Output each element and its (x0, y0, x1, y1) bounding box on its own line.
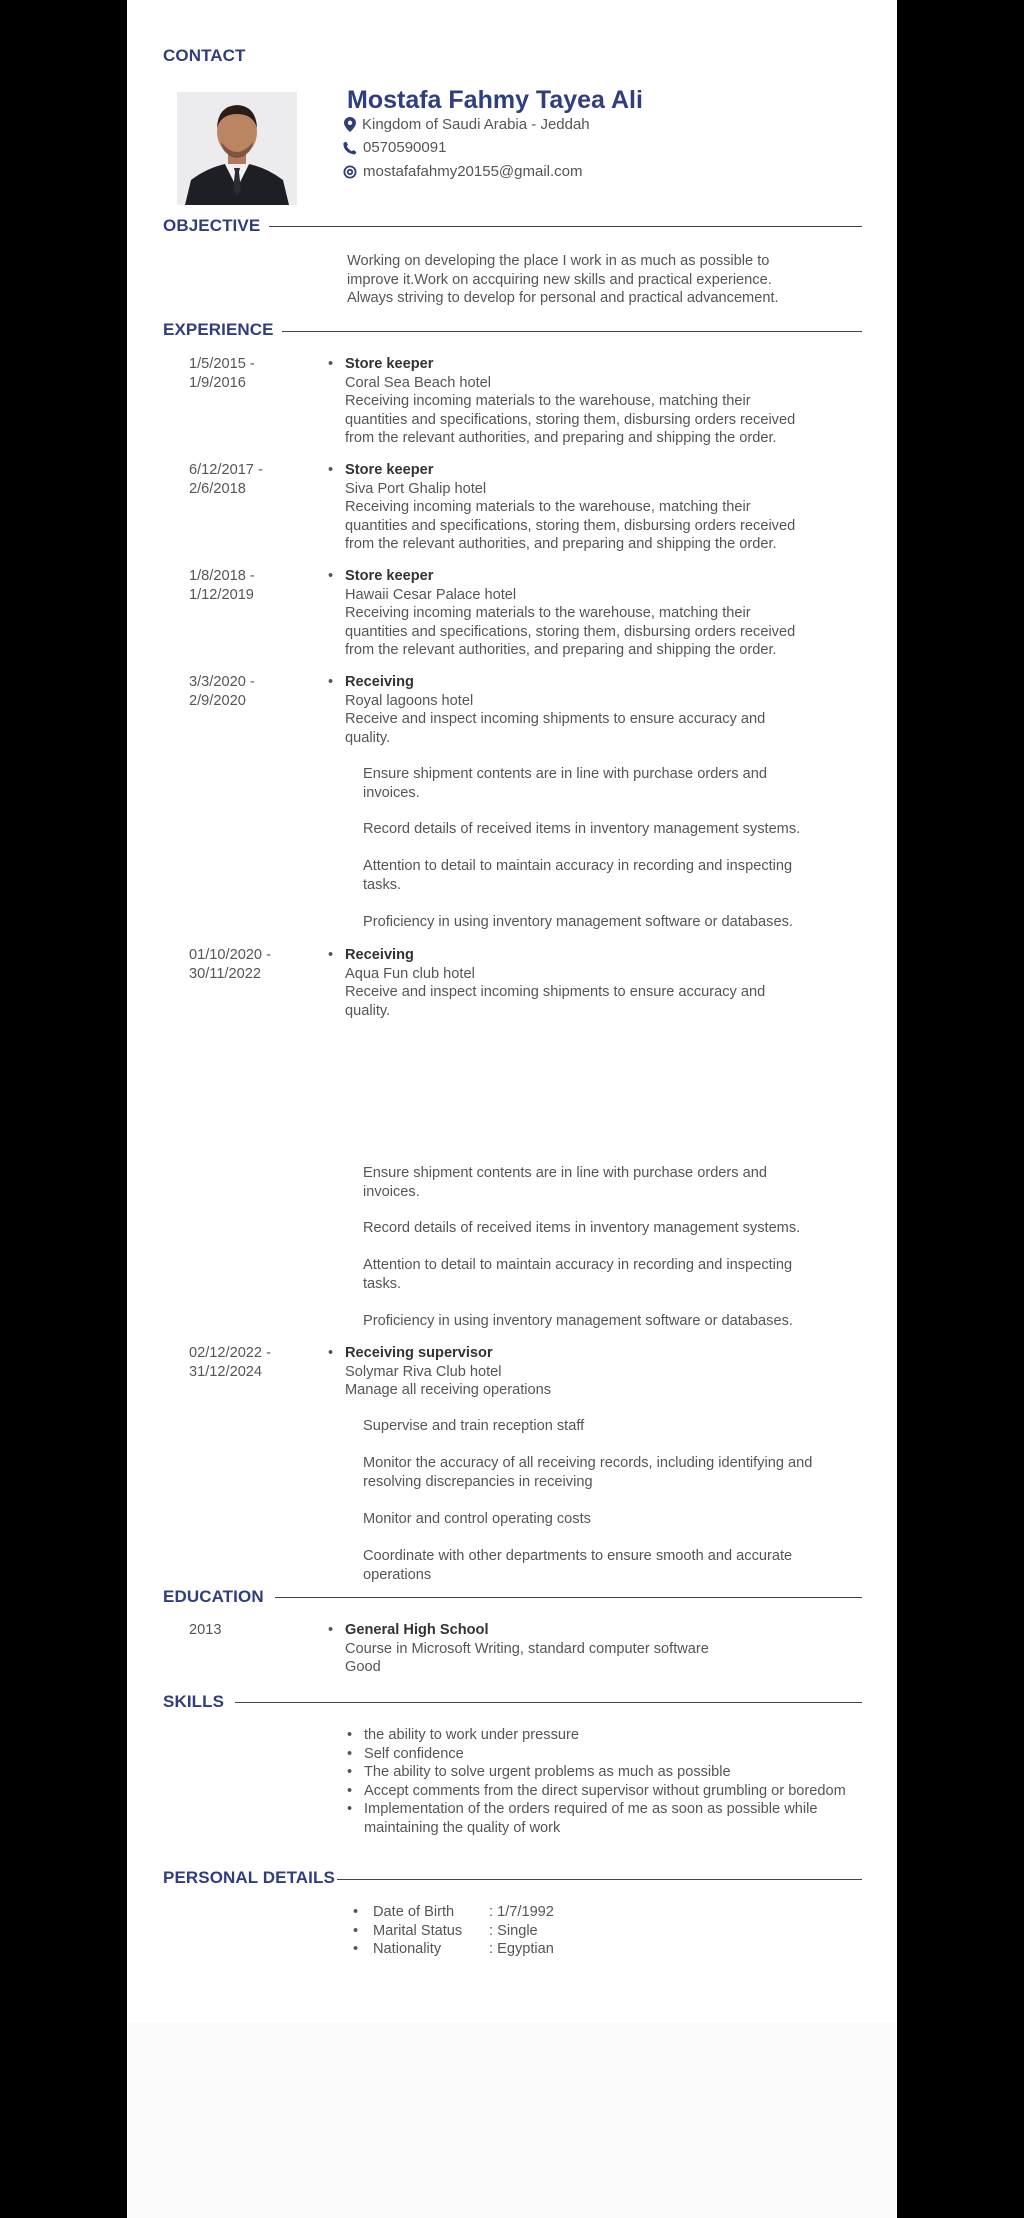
job-desc-line: quantities and specifications, storing them, disbursing orders received (345, 411, 796, 428)
job-company: Coral Sea Beach hotel (345, 374, 492, 391)
skill-item: • Accept comments from the direct supervisor without grumbling or boredom (347, 1782, 892, 1801)
phone-text[interactable]: 0570590091 (363, 139, 447, 156)
duty-line: Attention to detail to maintain accuracy in recording and inspecting (363, 1257, 793, 1273)
objective-rule (269, 226, 862, 227)
job-desc-line: Receiving incoming materials to the warehouse, matching their (345, 499, 751, 515)
duty-line: Coordinate with other departments to ensure smooth and accurate (363, 1548, 793, 1564)
education-year: 2013 (189, 1622, 222, 1638)
duty-line: Proficiency in using inventory management software or databases. (363, 914, 793, 930)
location-text: Kingdom of Saudi Arabia - Jeddah (362, 116, 590, 133)
objective-line: Always striving to develop for personal and practical advancement. (347, 290, 779, 306)
job-end-date: 2/6/2018 (189, 480, 246, 497)
email-text[interactable]: mostafafahmy20155@gmail.com (363, 163, 583, 180)
phone-icon (343, 141, 357, 155)
job-1 (345, 355, 885, 448)
objective-text (347, 252, 779, 308)
skills-list (347, 1726, 892, 1837)
education-rule (275, 1597, 862, 1598)
duty-line: Monitor and control operating costs (363, 1511, 591, 1527)
job-end-date: 2/9/2020 (189, 692, 246, 709)
job-4-duty (363, 913, 883, 932)
job-3 (345, 567, 885, 660)
job-desc-line: Receiving incoming materials to the warehouse, matching their (345, 605, 751, 621)
job-title: • Receiving supervisor (345, 1344, 885, 1363)
job-3-dates (189, 567, 255, 604)
job-title: • Store keeper (345, 355, 885, 374)
duty-line: tasks. (363, 1275, 402, 1292)
nationality-label: • Nationality (373, 1941, 442, 1957)
job-5-dates (189, 946, 271, 983)
experience-rule (282, 331, 862, 332)
job-5-duty (363, 1219, 883, 1238)
at-sign-icon (343, 165, 357, 179)
job-end-date: 30/11/2022 (189, 965, 261, 982)
job-company: Aqua Fun club hotel (345, 965, 475, 982)
job-4-duty (363, 765, 883, 802)
job-desc-line: from the relevant authorities, and preparing and shipping the order. (345, 642, 777, 658)
skill-item: • The ability to solve urgent problems as much as possible (347, 1763, 892, 1782)
job-desc-line: from the relevant authorities, and preparing and shipping the order. (345, 536, 777, 552)
duty-line: Proficiency in using inventory management software or databases. (363, 1313, 793, 1329)
candidate-name: Mostafa Fahmy Tayea Ali (347, 86, 643, 114)
phone-line (343, 139, 446, 156)
job-end-date: 1/12/2019 (189, 586, 254, 603)
job-desc-line: quantities and specifications, storing them, disbursing orders received (345, 623, 796, 640)
job-4-duty (363, 820, 883, 839)
duty-line: invoices. (363, 1183, 420, 1200)
job-6-duty (363, 1417, 883, 1436)
job-desc-line: quality. (345, 1002, 391, 1019)
job-4 (345, 673, 885, 747)
marital-value: : Single (489, 1922, 538, 1939)
skills-heading: SKILLS (163, 1692, 225, 1711)
education-heading: EDUCATION (163, 1587, 264, 1606)
job-start-date: 6/12/2017 - (189, 462, 263, 478)
job-2 (345, 461, 885, 554)
duty-line: resolving discrepancies in receiving (363, 1473, 593, 1490)
job-6-dates (189, 1344, 271, 1381)
job-start-date: 1/5/2015 - (189, 356, 255, 372)
contact-heading: CONTACT (163, 46, 246, 65)
duty-line: invoices. (363, 784, 420, 801)
job-5-duty (363, 1256, 883, 1293)
skills-rule (235, 1702, 862, 1703)
objective-line: Working on developing the place I work in as much as possible to (347, 253, 770, 269)
duty-line: Supervise and train reception staff (363, 1418, 585, 1434)
objective-heading: OBJECTIVE (163, 216, 261, 235)
job-title: • Receiving (345, 946, 885, 965)
dob-value: : 1/7/1992 (489, 1904, 554, 1920)
job-4-duty (363, 857, 883, 894)
personal-rule (337, 1879, 862, 1880)
education-line: Course in Microsoft Writing, standard computer software (345, 1640, 709, 1657)
skill-item: • Implementation of the orders required of me as soon as possible while maintaining the quality of work (347, 1800, 892, 1837)
job-company: Siva Port Ghalip hotel (345, 480, 487, 497)
job-title: • Store keeper (345, 567, 885, 586)
page-bottom-area (127, 2023, 897, 2218)
job-desc-line: from the relevant authorities, and preparing and shipping the order. (345, 430, 777, 446)
job-5-duty (363, 1312, 883, 1331)
experience-heading: EXPERIENCE (163, 320, 274, 339)
job-desc-line: Receiving incoming materials to the warehouse, matching their (345, 393, 751, 409)
job-4-dates (189, 673, 255, 710)
job-6-duty (363, 1510, 883, 1529)
job-start-date: 3/3/2020 - (189, 674, 255, 690)
duty-line: Record details of received items in inventory management systems. (363, 821, 801, 837)
nationality-value: : Egyptian (489, 1941, 554, 1957)
marital-label: • Marital Status (373, 1922, 463, 1939)
personal-details (353, 1903, 554, 1959)
job-5-duty (363, 1164, 883, 1201)
job-start-date: 02/12/2022 - (189, 1345, 271, 1361)
job-6 (345, 1344, 885, 1400)
education-entry (345, 1621, 885, 1677)
profile-photo-figure (177, 92, 297, 205)
job-end-date: 1/9/2016 (189, 374, 246, 391)
skill-item: • Self confidence (347, 1745, 892, 1764)
objective-line: improve it.Work on accquiring new skills and practical experience. (347, 271, 772, 288)
job-desc-line: quantities and specifications, storing them, disbursing orders received (345, 517, 796, 534)
marital-row (353, 1922, 554, 1941)
duty-line: Attention to detail to maintain accuracy in recording and inspecting (363, 858, 793, 874)
duty-line: Ensure shipment contents are in line with purchase orders and (363, 766, 767, 782)
email-line (343, 163, 583, 180)
resume-page (127, 0, 897, 2023)
duty-line: Monitor the accuracy of all receiving records, including identifying and (363, 1455, 813, 1471)
job-title: • Store keeper (345, 461, 885, 480)
job-end-date: 31/12/2024 (189, 1363, 263, 1380)
dob-label: • Date of Birth (373, 1904, 455, 1920)
job-company: Royal lagoons hotel (345, 692, 474, 709)
job-1-dates (189, 355, 255, 392)
job-5 (345, 946, 885, 1020)
nationality-row (353, 1940, 554, 1959)
profile-photo (177, 92, 297, 205)
job-desc-line: Receive and inspect incoming shipments to ensure accuracy and (345, 711, 766, 727)
personal-heading: PERSONAL DETAILS (163, 1868, 335, 1887)
job-start-date: 01/10/2020 - (189, 947, 271, 963)
duty-line: tasks. (363, 876, 402, 893)
education-title: • General High School (345, 1621, 885, 1640)
duty-line: Ensure shipment contents are in line with purchase orders and (363, 1165, 767, 1181)
job-desc-line: Manage all receiving operations (345, 1382, 552, 1398)
job-6-duty (363, 1547, 883, 1584)
job-desc-line: quality. (345, 729, 391, 746)
location-line (344, 116, 590, 133)
education-line: Good (345, 1659, 381, 1675)
duty-line: operations (363, 1566, 432, 1583)
job-start-date: 1/8/2018 - (189, 568, 255, 584)
job-title: • Receiving (345, 673, 885, 692)
job-6-duty (363, 1454, 883, 1491)
job-desc-line: Receive and inspect incoming shipments to ensure accuracy and (345, 984, 766, 1000)
dob-row (353, 1903, 554, 1922)
job-2-dates (189, 461, 263, 498)
duty-line: Record details of received items in inventory management systems. (363, 1220, 801, 1236)
location-pin-icon (344, 117, 356, 132)
job-company: Hawaii Cesar Palace hotel (345, 586, 517, 603)
skill-item: • the ability to work under pressure (347, 1726, 892, 1745)
job-company: Solymar Riva Club hotel (345, 1363, 502, 1380)
